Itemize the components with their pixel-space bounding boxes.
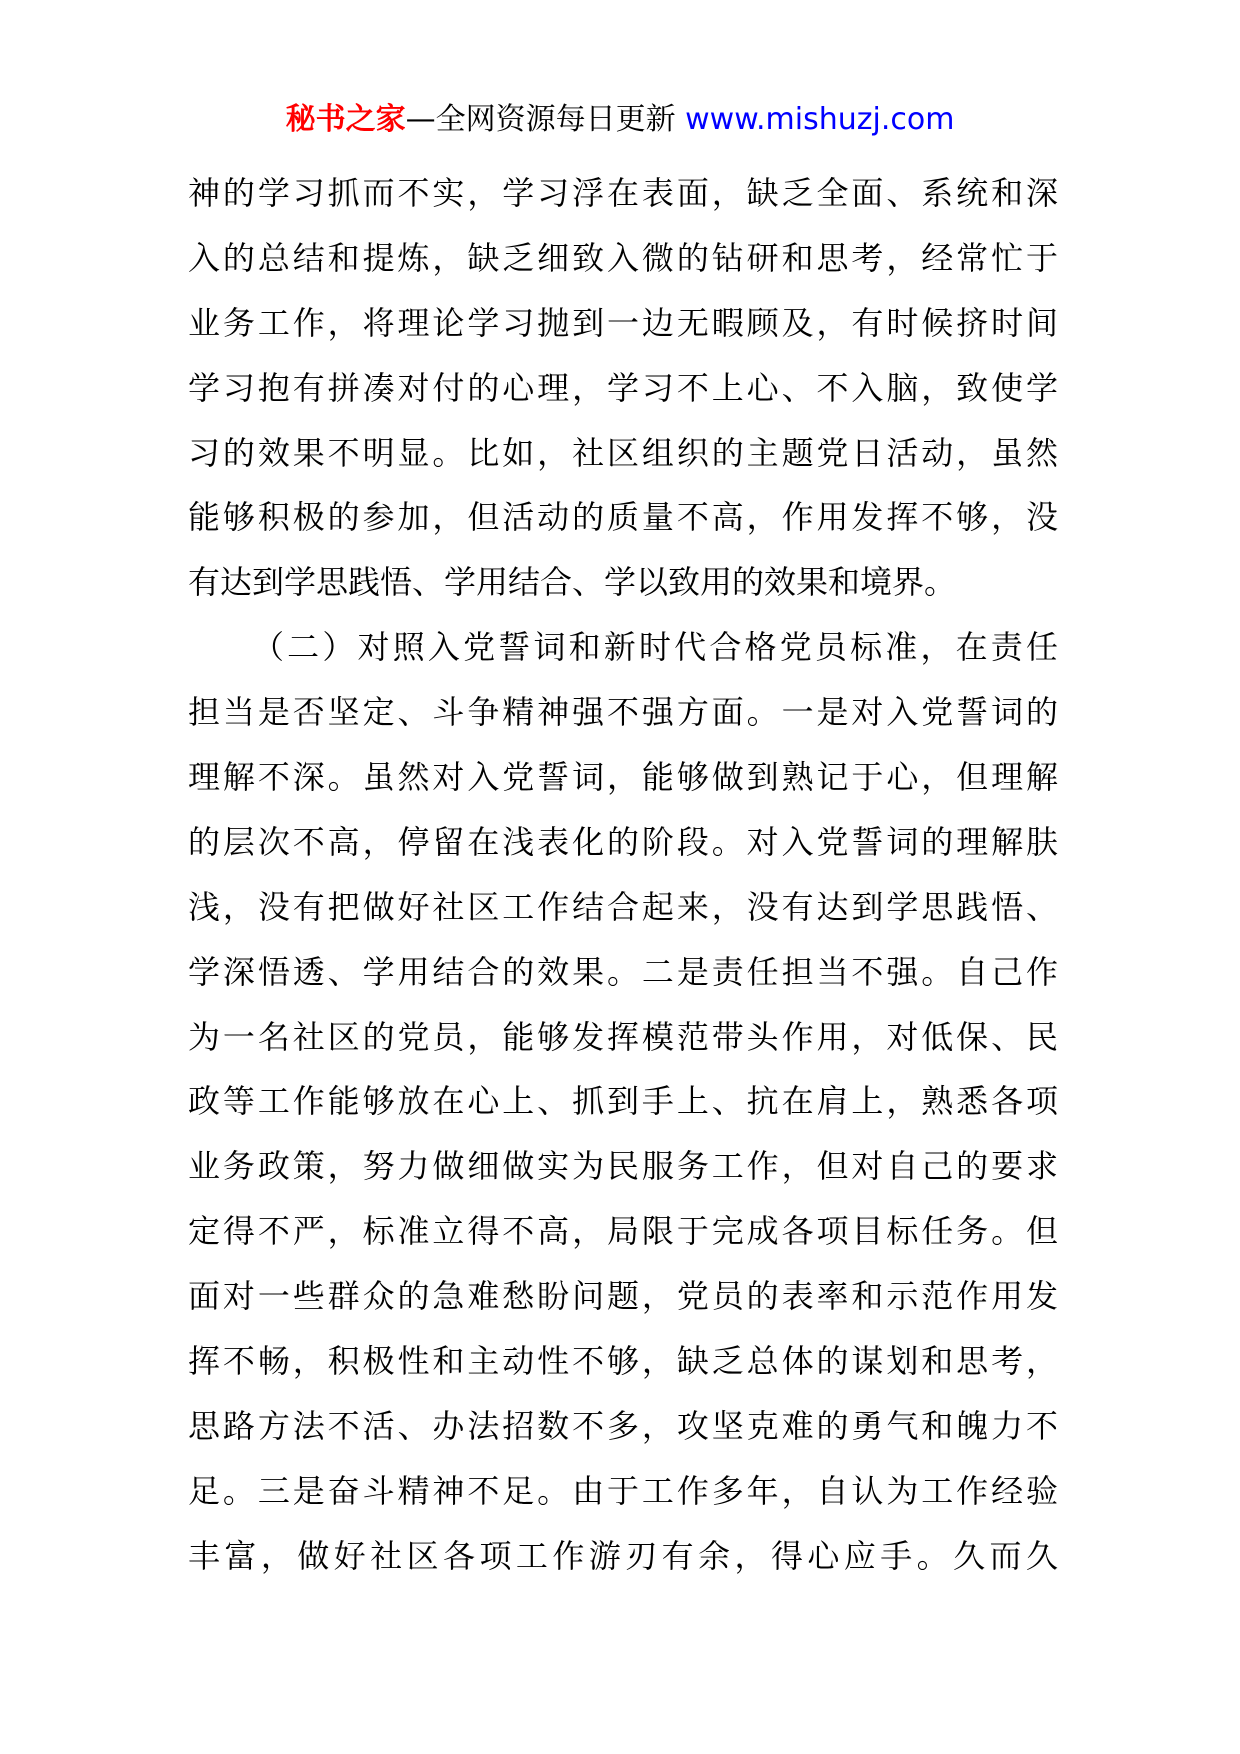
header-tagline: —全网资源每日更新 — [405, 102, 676, 137]
text-line: 面对一些群众的急难愁盼问题，党员的表率和示范作用发 — [188, 1277, 1058, 1316]
text-line: 能够积极的参加，但活动的质量不高，作用发挥不够，没 — [188, 498, 1058, 537]
text-line: 理解不深。虽然对入党誓词，能够做到熟记于心，但理解 — [188, 758, 1058, 797]
section-heading-line: （二）对照入党誓词和新时代合格党员标准，在责任 — [252, 628, 1058, 667]
text-line: 挥不畅，积极性和主动性不够，缺乏总体的谋划和思考， — [188, 1342, 1058, 1381]
text-line: 为一名社区的党员，能够发挥模范带头作用，对低保、民 — [188, 1017, 1058, 1056]
text-line: 有达到学思践悟、学用结合、学以致用的效果和境界。 — [188, 563, 957, 602]
text-line: 业务工作，将理论学习抛到一边无暇顾及，有时候挤时间 — [188, 303, 1058, 342]
text-line: 学习抱有拼凑对付的心理，学习不上心、不入脑，致使学 — [188, 368, 1058, 407]
site-url: www.mishuzj.com — [685, 102, 955, 137]
text-line: 入的总结和提炼，缺乏细致入微的钻研和思考，经常忙于 — [188, 238, 1058, 277]
brand-name: 秘书之家 — [285, 102, 406, 137]
text-line: 习的效果不明显。比如，社区组织的主题党日活动，虽然 — [188, 433, 1058, 472]
watermark-header — [0, 100, 1240, 140]
document-body — [188, 161, 1058, 1589]
text-line: 定得不严，标准立得不高，局限于完成各项目标任务。但 — [188, 1212, 1058, 1251]
text-line: 足。三是奋斗精神不足。由于工作多年，自认为工作经验 — [188, 1471, 1058, 1510]
text-line: 丰富，做好社区各项工作游刃有余，得心应手。久而久 — [188, 1536, 1058, 1575]
text-line: 思路方法不活、办法招数不多，攻坚克难的勇气和魄力不 — [188, 1406, 1058, 1445]
text-line: 业务政策，努力做细做实为民服务工作，但对自己的要求 — [188, 1147, 1058, 1186]
text-line: 神的学习抓而不实，学习浮在表面，缺乏全面、系统和深 — [188, 174, 1058, 212]
text-line: 担当是否坚定、斗争精神强不强方面。一是对入党誓词的 — [188, 693, 1058, 732]
text-line: 政等工作能够放在心上、抓到手上、抗在肩上，熟悉各项 — [188, 1082, 1058, 1121]
text-line: 学深悟透、学用结合的效果。二是责任担当不强。自己作 — [188, 952, 1058, 991]
text-line: 的层次不高，停留在浅表化的阶段。对入党誓词的理解肤 — [188, 822, 1058, 861]
text-line: 浅，没有把做好社区工作结合起来，没有达到学思践悟、 — [188, 887, 1058, 926]
